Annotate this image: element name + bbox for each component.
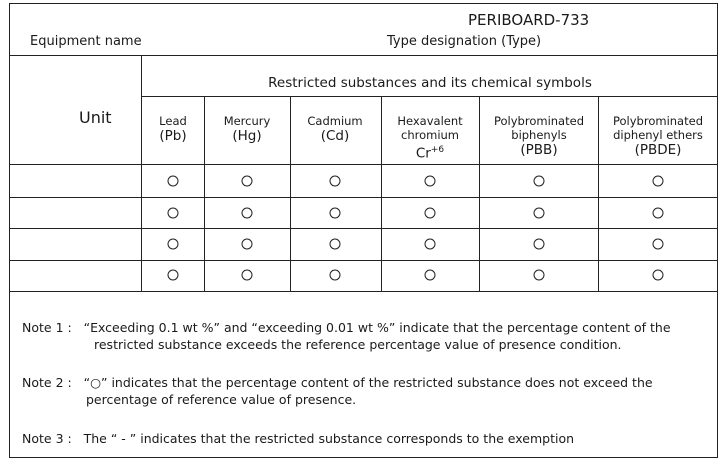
notes-divider <box>9 291 718 292</box>
circle-mark <box>168 239 179 250</box>
circle-mark <box>653 208 664 219</box>
circle-mark <box>653 270 664 281</box>
column-header-pbb: Polybrominated biphenyls (PBB) <box>494 114 584 158</box>
column-divider <box>479 96 480 291</box>
circle-mark <box>425 239 436 250</box>
circle-mark <box>242 270 253 281</box>
circle-mark <box>330 270 341 281</box>
column-header-divider <box>9 164 718 165</box>
row-divider <box>9 197 718 198</box>
group-title-divider <box>141 96 718 97</box>
type-designation-label: Type designation (Type) <box>387 34 542 49</box>
circle-mark <box>534 270 545 281</box>
unit-column-divider <box>141 55 142 291</box>
circle-mark <box>242 176 253 187</box>
circle-mark <box>242 239 253 250</box>
row-divider <box>9 260 718 261</box>
note-text: The “ - ” indicates that the restricted substance corresponds to the exemption <box>83 431 575 446</box>
column-header-cadmium: Cadmium (Cd) <box>307 114 363 144</box>
note-3 <box>22 430 574 447</box>
circle-mark <box>242 208 253 219</box>
column-header-lead: Lead (Pb) <box>159 114 187 144</box>
model-name: PERIBOARD-733 <box>468 11 590 29</box>
circle-mark <box>534 208 545 219</box>
note-2 <box>22 374 653 408</box>
circle-mark <box>425 176 436 187</box>
circle-mark <box>168 176 179 187</box>
column-header-mercury: Mercury (Hg) <box>223 114 271 144</box>
column-divider <box>381 96 382 291</box>
note-label: Note 1 : <box>22 320 72 335</box>
circle-mark <box>534 176 545 187</box>
column-header-pbde: Polybrominated diphenyl ethers (PBDE) <box>613 114 703 158</box>
note-text: “○” indicates that the percentage content of the restricted substance does not exceed the <box>83 375 653 390</box>
note-text-continued: percentage of reference value of presence. <box>86 392 357 407</box>
equipment-name-label: Equipment name <box>30 34 142 49</box>
column-divider <box>598 96 599 291</box>
note-label: Note 2 : <box>22 375 72 390</box>
note-label: Note 3 : <box>22 431 72 446</box>
column-header-hexavalent-chromium: Hexavalent chromium $Cr^{+6}$ <box>397 114 463 162</box>
column-divider <box>290 96 291 291</box>
circle-mark <box>425 208 436 219</box>
circle-mark <box>534 239 545 250</box>
circle-mark <box>425 270 436 281</box>
note-text-continued: restricted substance exceeds the reference percentage value of presence condition. <box>94 337 622 352</box>
circle-mark <box>653 176 664 187</box>
circle-mark <box>653 239 664 250</box>
column-divider <box>204 96 205 291</box>
note-text: “Exceeding 0.1 wt %” and “exceeding 0.01 wt %” indicate that the percentage content of the <box>83 320 671 335</box>
circle-mark <box>330 176 341 187</box>
circle-mark <box>330 239 341 250</box>
unit-header: Unit <box>79 108 112 127</box>
restricted-substances-title: Restricted substances and its chemical symbols <box>268 75 592 91</box>
circle-mark <box>330 208 341 219</box>
row-divider <box>9 228 718 229</box>
circle-mark <box>168 208 179 219</box>
header-divider <box>9 55 718 56</box>
circle-mark <box>168 270 179 281</box>
note-1 <box>22 319 671 353</box>
